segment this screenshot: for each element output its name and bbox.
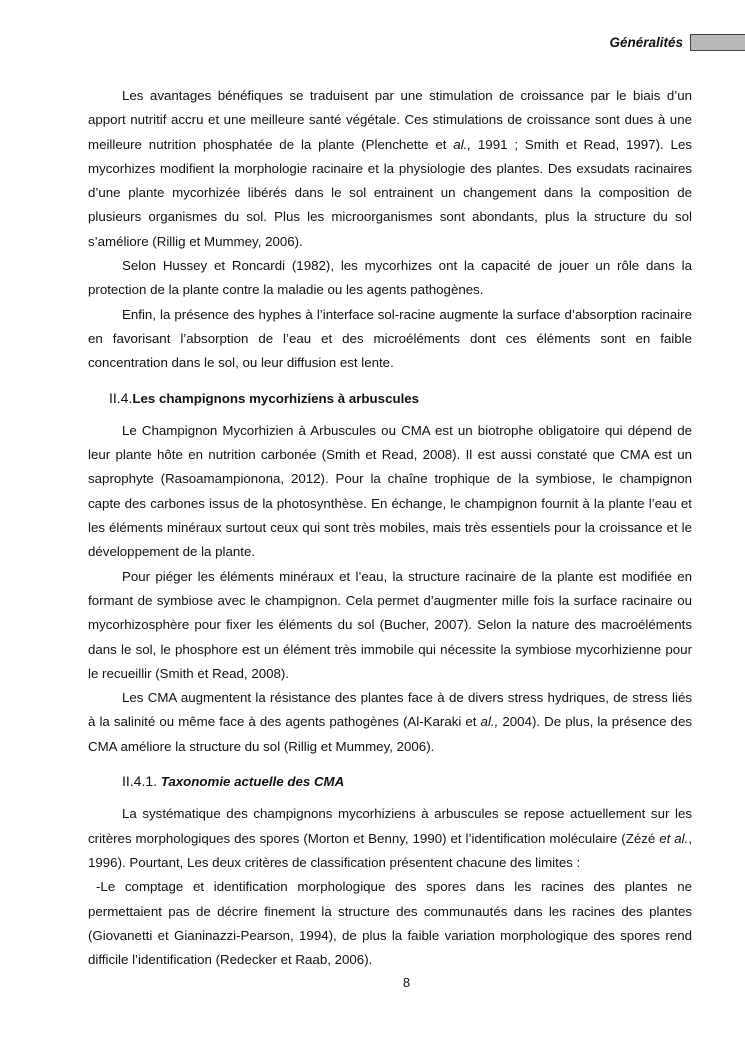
section-heading-cma (88, 386, 692, 411)
section-number: II.4. (109, 389, 133, 406)
paragraph-absorption: Enfin, la présence des hyphes à l’interface sol-racine augmente la surface d’absorption racinaire en favorisant l’absorption de l’eau et des microéléments dont ces éléments sont en faible concentration dans le sol, ou leur diffusion est lente. (88, 306, 692, 371)
paragraph-cma-definition: Le Champignon Mycorhizien à Arbuscules ou CMA est un biotrophe obligatoire qui dépend de leur plante hôte en nutrition carbonée (Smith et Read, 2008). Il est aussi constaté que CMA est un saprophyte (Rasoamampionona, 2012). Pour la chaîne trophique de la symbiose, le champignon capte des carbones issus de la photosynthèse. En échange, le champignon fournit à la plante l’eau et les éléments minéraux surtout ceux qui sont très mobiles, mais très essentiels pour la croissance et le développement de la plante. (88, 422, 692, 560)
page-header (0, 34, 745, 54)
subsection-number: II.4.1. (122, 773, 158, 790)
document-body (88, 84, 692, 972)
paragraph-root-structure: Pour piéger les éléments minéraux et l’eau, la structure racinaire de la plante est modifiée en formant de symbiose avec le champignon. Cela permet d’augmenter mille fois la surface racinaire ou mycorhizosphère pour fixer les éléments du sol (Bucher, 2007). Selon la nature des macroéléments dans le sol, le phosphore est un élément très immobile qui nécessite la symbiose mycorhizienne pour le recueillir (Smith et Read, 2008). (88, 568, 692, 681)
page-number: 8 (402, 975, 411, 990)
header-decoration-box (690, 34, 745, 51)
section-title: Les champignons mycorhiziens à arbuscules (132, 390, 420, 406)
header-title: Généralités (609, 35, 683, 50)
paragraph-systematics: La systématique des champignons mycorhiziens à arbuscules se repose actuellement sur les critères morphologiques des spores (Morton et Benny, 1990) et l’identification moléculaire (Zézé et al., 1996). Pourtant, Les deux critères de classification présentent chacune des limites : (88, 806, 693, 870)
paragraph-benefits: Les avantages bénéfiques se traduisent par une stimulation de croissance par le biais d’un apport nutritif accru et une meilleure santé végétale. Ces stimulations de croissance sont dues à une meilleure nutrition phosphatée de la plante (Plenchette et al., 1991 ; Smith et Read, 1997). Les mycorhizes modifient la morphologie racinaire et la physiologie des plantes. Des exsudats racinaires d’une plante mycorhizée libérés dans le sol entrainent un changement dans la composition de plusieurs organismes du sol. Plus les microorganismes sont abondants, plus la structure du sol s’améliore (Rillig et Mummey, 2006). (88, 88, 692, 249)
subsection-title: Taxonomie actuelle des CMA (160, 774, 345, 790)
paragraph-stress-resistance: Les CMA augmentent la résistance des plantes face à de divers stress hydriques, de stress liés à la salinité ou même face à des agents pathogènes (Al-Karaki et al., 2004). De plus, la présence des CMA améliore la structure du sol (Rillig et Mummey, 2006). (88, 690, 692, 754)
subsection-heading-taxonomy (88, 769, 692, 794)
paragraph-morphological-limits: -Le comptage et identification morphologique des spores dans les racines des plantes ne permettaient pas de décrire finement la structure des communautés dans les racines des plantes (Giovanetti et Gianinazzi-Pearson, 1994), de plus la faible variation morphologique des spores rend difficile l’identification (Redecker et Raab, 2006). (88, 879, 692, 968)
paragraph-protection: Selon Hussey et Roncardi (1982), les mycorhizes ont la capacité de jouer un rôle dans la protection de la plante contre la maladie ou les agents pathogènes. (88, 258, 692, 298)
